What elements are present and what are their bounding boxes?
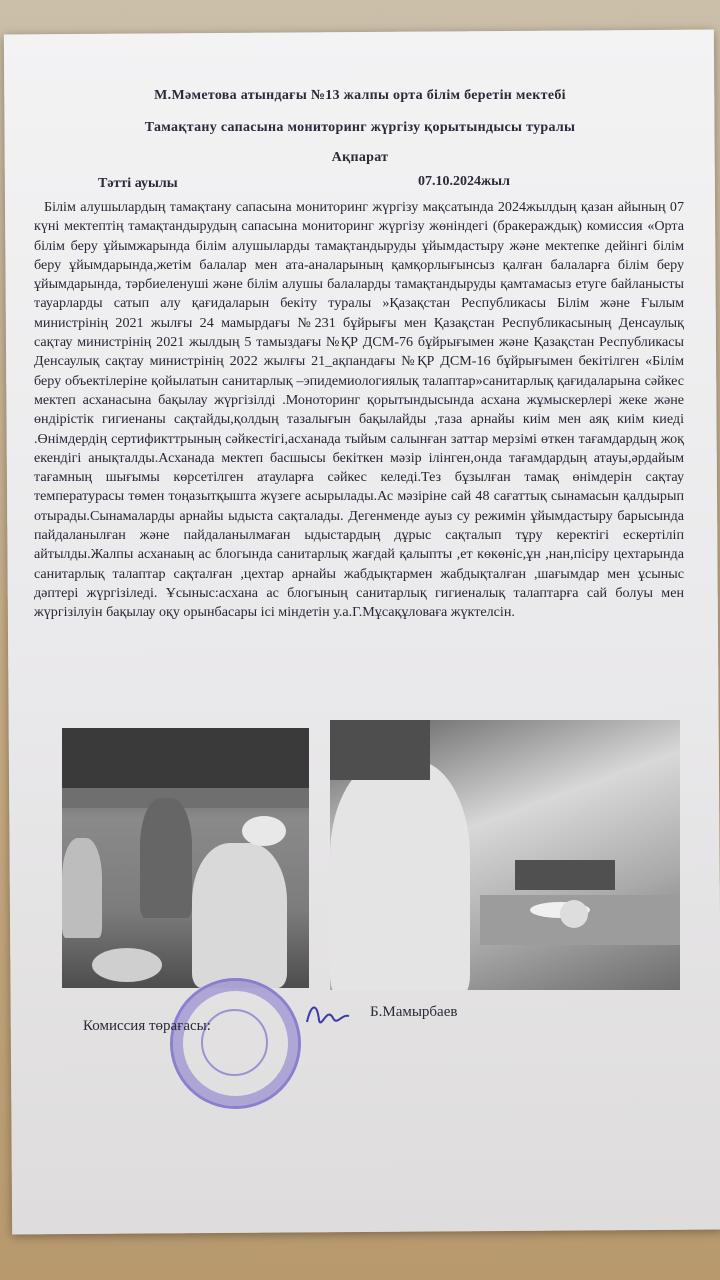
- kitchen-photo-left: [62, 728, 309, 988]
- stamp-emblem: [201, 1009, 268, 1076]
- official-stamp: [170, 978, 301, 1109]
- signer-role: Комиссия төрағасы:: [83, 1018, 211, 1034]
- kitchen-photo-right: [330, 720, 680, 990]
- title-line-3: Ақпарат: [331, 150, 389, 165]
- title-line-2: Тамақтану сапасына мониторинг жүргізу қорытындысы туралы: [144, 120, 576, 135]
- document-date: 07.10.2024жыл: [418, 174, 510, 189]
- document-body: Білім алушылардың тамақтану сапасына мониторинг жүргізу мақсатында 2024жылдың қазан айының 07 күні мектептің тамақтандырудың сапасына мониторинг жүргізу жөніндегі (бракераждық) комиссия «Орта білім беру ұйымжарында білім алушыларды тамақтандыруды ұйымдастыру және мектепке дейінгі білім беру ұйымдарында,жетім балалар мен ата-аналарының қамқорлығынсыз қалған балаларға білім беру ұйымдарында, тәрбиеленуші және білім алушы балаларды тамақтандыруды қамтамасыз етуге байланысты тауарларды сатып алу қағидаларын бекіту туралы »Қазақстан Республикасы Білім және Ғылым министрінің 2021 жылғы 24 мамырдағы №231 бұйрығы мен Қазақстан Республикасының Денсаулық сақтау министрінің 2021 жылдың 5 тамыздағы №ҚР ДСМ-76 бұйрығымен және Қазақстан Республикасы Денсаулық сақтау министрінің 2022 жылғы 21_ақпандағы №ҚР ДСМ-16 бұйрығымен бекітілген «Білім беру объектілеріне қойылатын санитарлық –эпидемиологиялық талаптар»санитарлық қағидаларына сәйкес мектеп асханасына бақылау жүргізілді .Моноторинг қорытындысында асхана жұмыскерлері жеке және өндірістік гигиенаны сақтайды,қолдың тазалығын бақылайды ,таза арнайы киім мен аяқ киім киеді .Өнімдердің сертификттрының сәйкестігі,асханада тыйым салынған заттар мерзімі өткен тағамдардың жоқ екендігі анықталды.Асханада мектеп басшысы бекіткен мәзір ілінген,онда тағамдардың атауы,әрдайым тағамның шығымы көрсетілген атауларға сәйкес келеді.Тез бұзылған тамақ өнімдерін сақтау температурасы төмен тоңазытқышта жүзеге асырылады.Ас мәзіріне сай 48 сағаттық сынамасын қалдырып отырады.Сынамаларды арнайы ыдыста сақталады. Дегенменде ауыз су режимін ұйымдастыру барысында пайдаланылған және пайдаланылмаған ыдыстардың дұрыс сақталып тұру керектігі ескертіліп айтылды.Жалпы асханаың ас блогында санитарлық жағдай қалыпты ,ет көкөніс,ұн ,нан,пісіру цехтарында санитарлық талаптар сақталған ,цехтар арнайы жабдықтармен жабдықталған ,шағымдар мен ұсыныс дәптері жүргізіледі. Ұсыныс:асхана ас блогының санитарлық гигиеналық талаптарға сай болуы мен жүргізілуін бақылау оқу орынбасары ісі міндетін у.а.Г.Мұсақұловаға жүктелсін.: [34, 199, 684, 621]
- signer-name: Б.Мамырбаев: [370, 1004, 458, 1020]
- village-name: Тәтті ауылы: [98, 176, 178, 191]
- handwritten-signature: [303, 996, 353, 1036]
- title-line-1: М.Мәметова атындағы №13 жалпы орта білім беретін мектебі: [154, 88, 566, 103]
